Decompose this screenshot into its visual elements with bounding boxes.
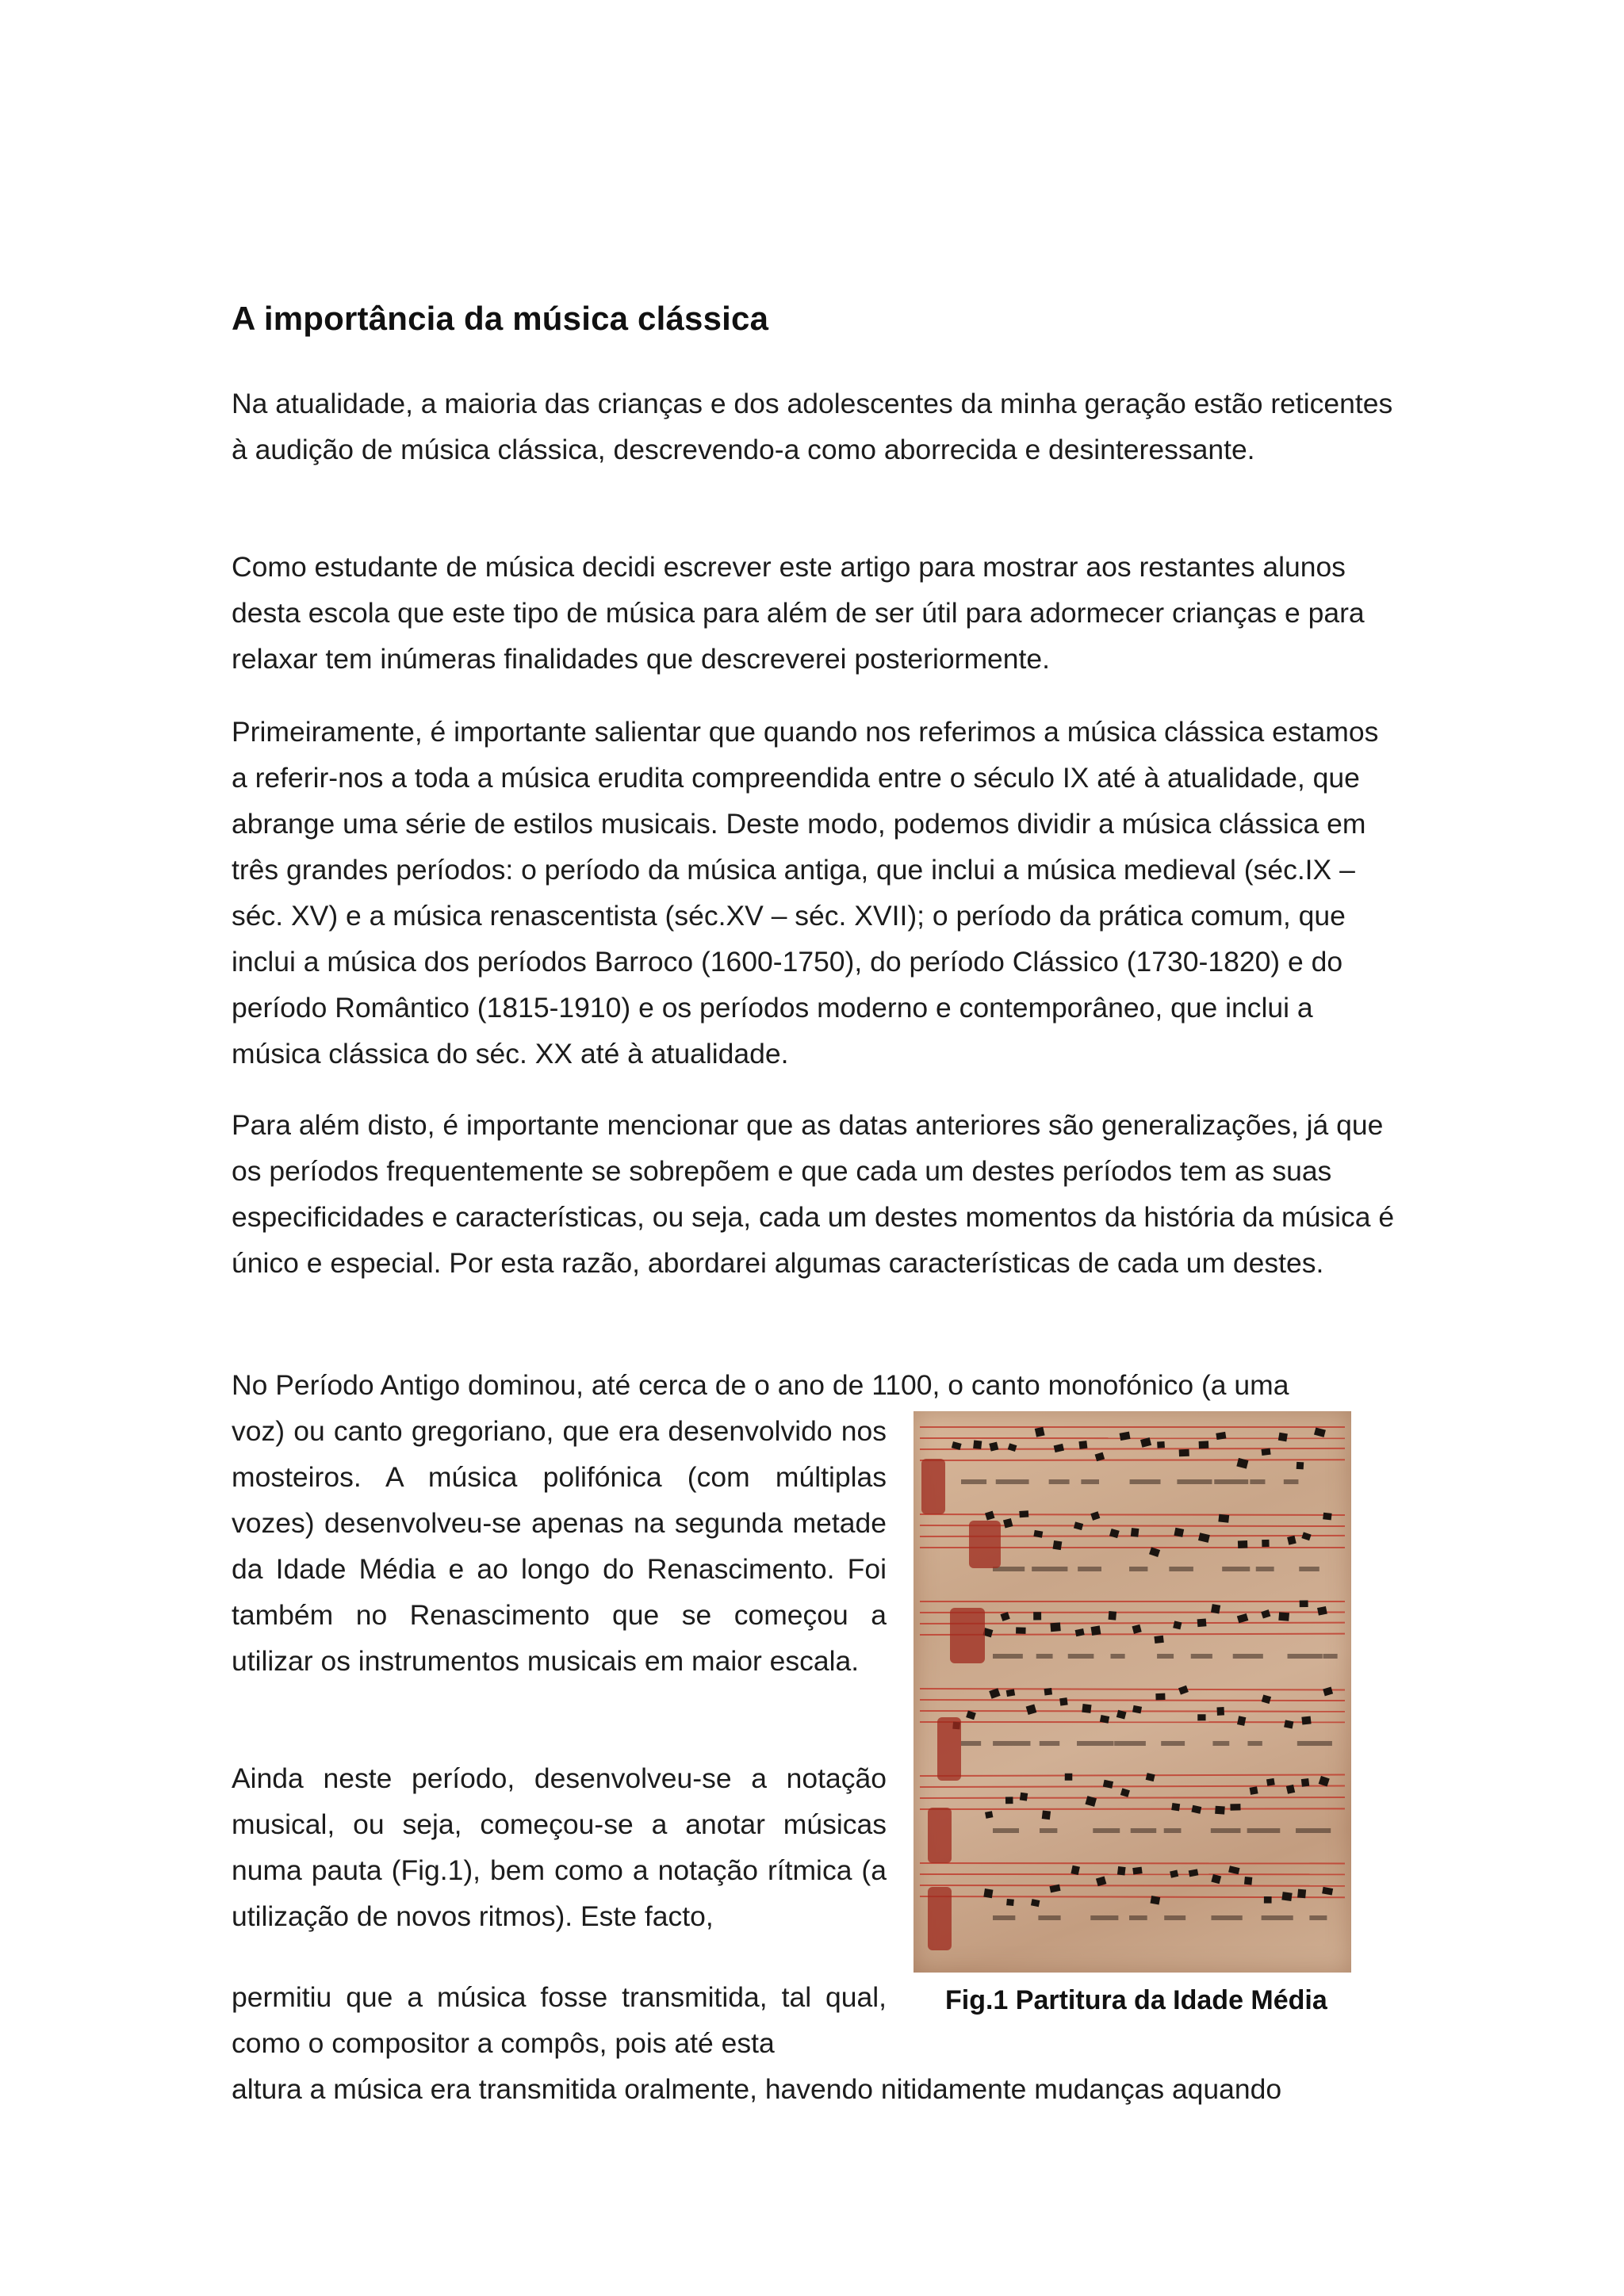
lyric-mark: [993, 1915, 1015, 1920]
neume-mark: [1054, 1444, 1064, 1452]
neume-mark: [1322, 1887, 1333, 1896]
lyric-mark: [1081, 1479, 1099, 1484]
neume-mark: [1191, 1805, 1201, 1814]
neume-mark: [1074, 1521, 1083, 1530]
lyric-mark: [961, 1479, 986, 1484]
neume-mark: [1281, 1892, 1292, 1901]
lyric-mark: [1090, 1915, 1118, 1920]
neume-mark: [1284, 1720, 1293, 1728]
staff-line: [920, 1711, 1345, 1712]
lyric-mark: [1131, 1828, 1156, 1833]
staff-line: [920, 1514, 1345, 1515]
neume-mark: [1216, 1707, 1224, 1716]
neume-mark: [1117, 1866, 1126, 1876]
neume-mark: [1020, 1793, 1028, 1801]
lyric-mark: [996, 1479, 1029, 1484]
lyric-mark: [1177, 1479, 1212, 1484]
neume-mark: [1082, 1704, 1091, 1713]
paragraph-ancient-continued: voz) ou canto gregoriano, que era desenvolvido nos mosteiros. A música polifónica (com múltiplas vozes) desenvolveu-se apenas na segunda metade da Idade Média e ao longo do Renascimento. Foi também no Renascimento que se começou a utilizar os instrumentos musicais em maior escala.: [232, 1415, 887, 1677]
lyric-mark: [1262, 1915, 1293, 1920]
lyric-mark: [1297, 1741, 1332, 1746]
neume-mark: [1317, 1606, 1327, 1616]
lyric-mark: [1111, 1654, 1125, 1659]
neume-mark: [1301, 1532, 1311, 1540]
lyric-mark: [1129, 1915, 1147, 1920]
neume-mark: [1065, 1774, 1073, 1781]
staff-line: [920, 1775, 1345, 1776]
neume-mark: [983, 1888, 993, 1898]
neume-mark: [1171, 1803, 1180, 1811]
neume-mark: [1005, 1797, 1013, 1804]
neume-mark: [1016, 1627, 1026, 1633]
neume-mark: [1050, 1622, 1060, 1632]
neume-mark: [1146, 1773, 1155, 1781]
neume-mark: [1019, 1510, 1028, 1517]
neume-mark: [973, 1441, 982, 1449]
lyric-mark: [1222, 1567, 1250, 1571]
lyric-mark: [1164, 1915, 1185, 1920]
neume-mark: [1314, 1427, 1326, 1437]
neume-mark: [1109, 1611, 1116, 1621]
neume-mark: [1053, 1540, 1063, 1550]
lyric-mark: [1250, 1479, 1265, 1484]
neume-mark: [1174, 1528, 1184, 1537]
neume-mark: [1228, 1866, 1239, 1874]
neume-mark: [1059, 1697, 1068, 1705]
paragraph-ancient-first-line: No Período Antigo dominou, até cerca de o ano de 1100, o canto monofónico (a uma: [232, 1369, 1289, 1401]
neume-mark: [1078, 1441, 1087, 1449]
neume-mark: [1301, 1716, 1311, 1725]
neume-mark: [1297, 1889, 1306, 1899]
neume-mark: [1300, 1601, 1308, 1608]
neume-mark: [1006, 1899, 1014, 1906]
paragraph-intro: Na atualidade, a maioria das crianças e dos adolescentes da minha geração estão reticentes à audição de música clássica, descrevendo-a como aborrecida e desinteressante.: [232, 388, 1393, 465]
lyric-mark: [1288, 1654, 1323, 1659]
lyric-mark: [1036, 1654, 1053, 1659]
neume-mark: [1266, 1778, 1275, 1786]
lyric-mark: [1284, 1479, 1299, 1484]
neume-mark: [1218, 1514, 1229, 1523]
neume-mark: [1250, 1786, 1258, 1795]
neume-mark: [1090, 1511, 1100, 1521]
illuminated-initial: [950, 1608, 985, 1663]
neume-mark: [1323, 1687, 1333, 1697]
lyric-mark: [1157, 1654, 1174, 1659]
staff-line: [920, 1808, 1345, 1809]
neume-mark: [1211, 1874, 1221, 1884]
lyric-mark: [993, 1828, 1019, 1833]
neume-mark: [1264, 1896, 1272, 1904]
neume-mark: [1198, 1533, 1210, 1543]
neume-mark: [1008, 1443, 1017, 1452]
neume-mark: [1154, 1636, 1163, 1644]
neume-mark: [1120, 1788, 1130, 1797]
neume-mark: [1170, 1870, 1178, 1878]
neume-mark: [989, 1442, 998, 1452]
neume-mark: [1261, 1609, 1270, 1618]
neume-mark: [1278, 1433, 1288, 1442]
lyric-mark: [1130, 1479, 1161, 1484]
lyric-mark: [961, 1741, 981, 1746]
neume-mark: [1132, 1624, 1141, 1634]
paragraph-periods: Primeiramente, é importante salientar que quando nos referimos a música clássica estamos a referir-nos a toda a música erudita compreendida entre o século IX até à atualidade, que abrange uma série de estilos musicais. Deste modo, podemos dividir a música clássica em três grandes períodos: o período da música antiga, que inclui a música medieval (séc.IX – séc. XV) e a música renascentista (séc.XV – séc. XVII); o período da prática comum, que inclui a música dos períodos Barroco (1600-1750), do período Clássico (1730-1820) e do período Romântico (1815-1910) e os períodos moderno e contemporâneo, que inclui a música clássica do séc. XX até à atualidade.: [232, 716, 1379, 1070]
lyric-mark: [1169, 1567, 1193, 1571]
neume-mark: [989, 1688, 1000, 1698]
neume-mark: [1238, 1540, 1247, 1548]
neume-mark: [1262, 1694, 1271, 1704]
neume-mark: [1301, 1778, 1309, 1787]
neume-mark: [1120, 1432, 1131, 1441]
illuminated-initial: [921, 1459, 945, 1514]
lyric-mark: [1129, 1567, 1147, 1571]
neume-mark: [1197, 1714, 1205, 1720]
neume-mark: [985, 1811, 993, 1819]
figure-caption: Fig.1 Partitura da Idade Média: [945, 1985, 1327, 2015]
neume-mark: [1155, 1693, 1165, 1701]
neume-mark: [1132, 1705, 1142, 1714]
neume-mark: [1278, 1612, 1289, 1621]
neume-mark: [1323, 1513, 1331, 1521]
neume-mark: [1287, 1536, 1297, 1545]
neume-mark: [1157, 1441, 1165, 1448]
neume-mark: [985, 1511, 994, 1521]
paragraph-purpose: Como estudante de música decidi escrever este artigo para mostrar aos restantes alunos desta escola que este tipo de música para além de ser útil para adormecer crianças e para relaxar tem inúmeras finalidades que descreverei posteriormente.: [232, 551, 1365, 675]
staff-line: [920, 1700, 1345, 1701]
neume-mark: [1215, 1806, 1225, 1815]
lyric-mark: [1077, 1741, 1113, 1746]
neume-mark: [1035, 1427, 1045, 1437]
lyric-mark: [1296, 1828, 1331, 1833]
neume-mark: [1026, 1704, 1037, 1715]
neume-mark: [1262, 1540, 1269, 1547]
neume-mark: [1261, 1448, 1270, 1456]
neume-mark: [1033, 1612, 1041, 1620]
neume-mark: [1237, 1613, 1249, 1623]
neume-mark: [1075, 1628, 1085, 1636]
neume-mark: [1179, 1449, 1189, 1457]
neume-mark: [1197, 1618, 1207, 1627]
neume-mark: [1237, 1716, 1246, 1726]
neume-mark: [1173, 1621, 1182, 1629]
neume-mark: [1178, 1686, 1189, 1695]
lyric-mark: [1233, 1654, 1263, 1659]
neume-mark: [1003, 1518, 1013, 1529]
neume-mark: [1149, 1547, 1160, 1557]
lyric-mark: [1247, 1828, 1281, 1833]
neume-mark: [1199, 1441, 1209, 1448]
lyric-mark: [1164, 1828, 1182, 1833]
paragraph-transmission-last-line: altura a música era transmitida oralmente, havendo nitidamente mudanças aquando: [232, 2073, 1282, 2105]
lyric-mark: [1040, 1828, 1057, 1833]
lyric-mark: [1214, 1479, 1248, 1484]
neume-mark: [966, 1711, 976, 1720]
lyric-mark: [1299, 1567, 1320, 1571]
illuminated-initial: [928, 1808, 952, 1863]
lyric-mark: [1247, 1741, 1262, 1746]
lyric-mark: [1211, 1828, 1241, 1833]
lyric-mark: [993, 1741, 1030, 1746]
lyric-mark: [1256, 1567, 1274, 1571]
medieval-score-drawing: [914, 1411, 1351, 1973]
paragraph-transmission: permitiu que a música fosse transmitida, tal qual, como o compositor a compôs, pois até esta: [232, 1981, 887, 2059]
lyric-mark: [1040, 1741, 1059, 1746]
lyric-mark: [1049, 1479, 1070, 1484]
neume-mark: [1211, 1604, 1220, 1613]
neume-mark: [1189, 1869, 1199, 1877]
neume-mark: [1044, 1688, 1053, 1696]
neume-mark: [1150, 1896, 1160, 1904]
lyric-mark: [1032, 1567, 1067, 1571]
neume-mark: [1090, 1625, 1101, 1636]
illuminated-initial: [969, 1521, 1001, 1568]
lyric-mark: [1211, 1915, 1242, 1920]
staff-line: [920, 1797, 1345, 1798]
lyric-mark: [1309, 1915, 1327, 1920]
neume-mark: [1131, 1528, 1139, 1537]
staff-line: [920, 1448, 1345, 1449]
neume-mark: [1297, 1462, 1304, 1470]
page-title: A importância da música clássica: [232, 300, 769, 337]
lyric-mark: [1078, 1567, 1101, 1571]
neume-mark: [1230, 1804, 1240, 1811]
medieval-score-image: [914, 1411, 1351, 1973]
neume-mark: [1031, 1899, 1040, 1907]
staff-line: [920, 1885, 1345, 1886]
neume-mark: [1042, 1810, 1051, 1820]
lyric-mark: [993, 1654, 1023, 1659]
lyric-mark: [1212, 1741, 1229, 1746]
lyric-mark: [1114, 1741, 1146, 1746]
lyric-mark: [1068, 1654, 1094, 1659]
paragraph-generalizations: Para além disto, é importante mencionar que as datas anteriores são generalizações, já que os períodos frequentemente se sobrepõem e que cada um destes períodos tem as suas especificidades e características, ou seja, cada um destes momentos da história da música é único e especial. Por esta razão, abordarei algumas características de cada um destes.: [232, 1109, 1395, 1279]
neume-mark: [1096, 1876, 1106, 1886]
lyric-mark: [1323, 1654, 1338, 1659]
staff-line: [920, 1786, 1345, 1787]
paragraph-notation: Ainda neste período, desenvolveu-se a notação musical, ou seja, começou-se a anotar músicas numa pauta (Fig.1), bem como a notação rítmica (a utilização de novos ritmos). Este facto,: [232, 1762, 887, 1932]
lyric-mark: [1093, 1828, 1120, 1833]
lyric-mark: [1038, 1915, 1060, 1920]
lyric-mark: [1191, 1654, 1212, 1659]
lyric-mark: [1161, 1741, 1185, 1746]
neume-mark: [1319, 1776, 1330, 1787]
illuminated-initial: [928, 1887, 952, 1950]
illuminated-initial: [937, 1717, 961, 1781]
neume-mark: [1132, 1867, 1142, 1875]
neume-mark: [1244, 1877, 1252, 1885]
neume-mark: [1006, 1689, 1016, 1697]
